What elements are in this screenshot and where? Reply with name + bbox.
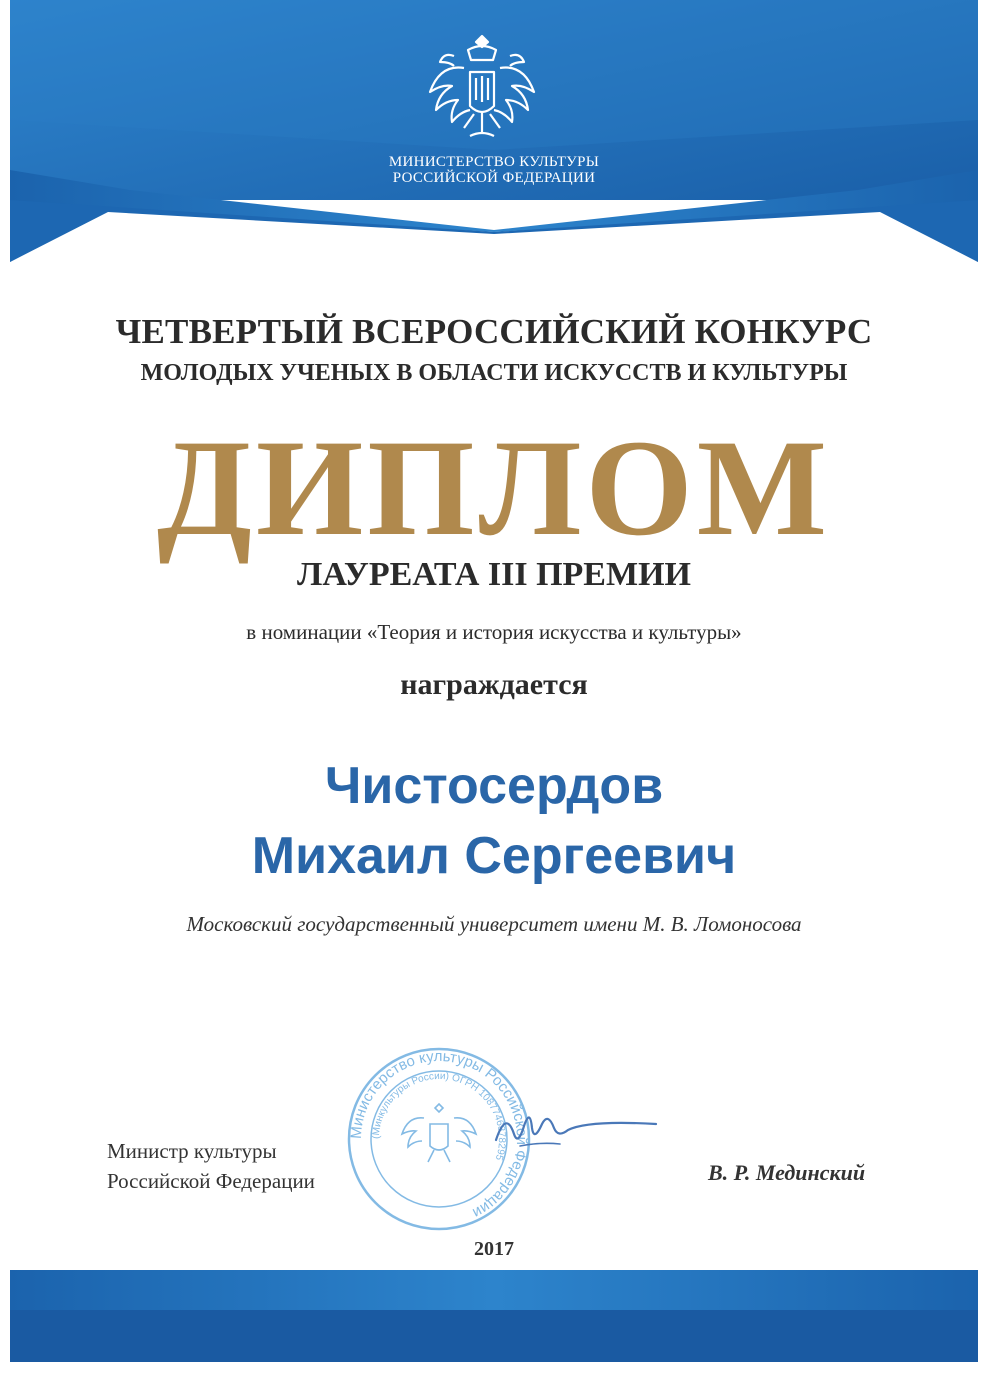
stamp-inner-text: (Минкультуры России) ОГРН 1087746878295 [370,1070,508,1162]
recipient-university: Московский государственный университет имени М. В. Ломоносова [186,912,802,936]
diploma-title: ДИПЛОМ [156,411,832,564]
stamp-outer-text: Министерство культуры Российской Федерации [347,1047,531,1222]
contest-title: ЧЕТВЕРТЫЙ ВСЕРОССИЙСКИЙ КОНКУРС [115,312,873,351]
ministry-name-line2: РОССИЙСКОЙ ФЕДЕРАЦИИ [392,170,596,186]
awarded-label: награждается [400,668,588,701]
minister-title-line1: Министр культуры [107,1139,277,1163]
handwritten-signature-icon [490,1100,660,1160]
recipient-given-names: Михаил Сергеевич [251,827,737,885]
ministry-name-line1: МИНИСТЕРСТВО КУЛЬТУРЫ [388,154,600,170]
signer-name: В. Р. Мединский [708,1160,866,1185]
nomination-text: в номинации «Теория и история искусства и культуры» [246,620,742,644]
issue-year: 2017 [474,1238,514,1260]
contest-subtitle: МОЛОДЫХ УЧЕНЫХ В ОБЛАСТИ ИСКУССТВ И КУЛЬТУРЫ [140,360,848,386]
laureate-rank: ЛАУРЕАТА III ПРЕМИИ [297,556,691,593]
diploma-page [10,0,978,1362]
footer-band [10,1270,978,1362]
minister-title-line2: Российской Федерации [107,1169,315,1193]
double-headed-eagle-icon [424,28,540,150]
svg-text:(Минкультуры России) ОГРН 1087 [371,1071,507,1162]
minister-title [107,1136,315,1196]
recipient-surname: Чистосердов [324,757,664,815]
